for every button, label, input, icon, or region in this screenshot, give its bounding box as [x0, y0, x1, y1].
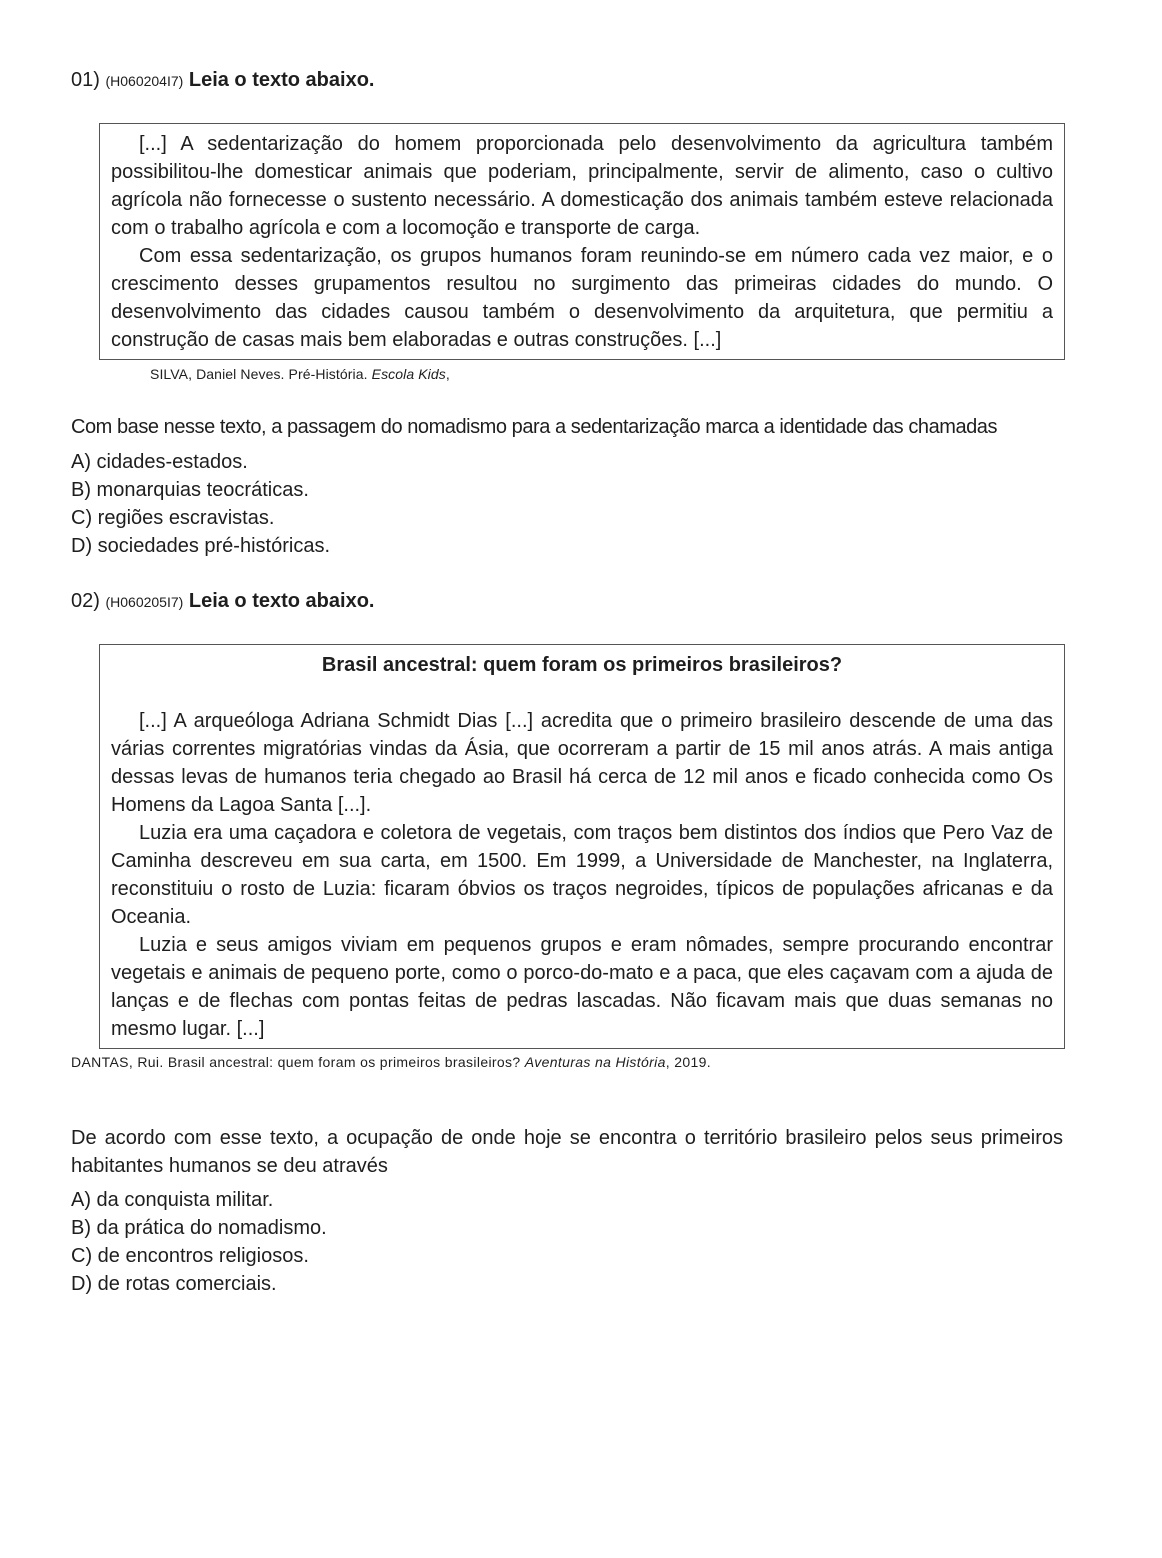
text-box-paragraph: [...] A sedentarização do homem proporcionada pelo desenvolvimento da agricultura também possibilitou-lhe domesticar animais que poderiam, principalmente, servir de alimento, caso o cultivo agrícola não fornecesse o sustento necessário. A domesticação dos animais também esteve relacionada com o trabalho agrícola e com a locomoção e transporte de carga. [111, 133, 1053, 239]
question-2-code: (H060205I7) [105, 594, 184, 610]
question-2-citation [71, 1053, 711, 1071]
question-2-text-box [99, 644, 1065, 1049]
citation-text: DANTAS, Rui. Brasil ancestral: quem foram os primeiros brasileiros? [71, 1054, 525, 1070]
question-1-header [71, 68, 374, 93]
text-box-paragraph: [...] A arqueóloga Adriana Schmidt Dias [...] acredita que o primeiro brasileiro descende de uma das várias correntes migratórias vindas da Ásia, que ocorreram a partir de 15 mil anos atrás. A mais antiga dessas levas de humanos teria chegado ao Brasil há cerca de 12 mil anos e ficado conhecida como Os Homens da Lagoa Santa [...]. [111, 710, 1053, 816]
question-1-instruction: Leia o texto abaixo. [188, 69, 375, 91]
option-d[interactable]: D) de rotas comerciais. [71, 1273, 277, 1295]
question-1-stem: Com base nesse texto, a passagem do nomadismo para a sedentarização marca a identidade das chamadas [71, 416, 998, 438]
question-2-instruction: Leia o texto abaixo. [188, 590, 375, 612]
citation-text: SILVA, Daniel Neves. Pré-História. [150, 366, 372, 382]
text-box-paragraph: Luzia era uma caçadora e coletora de vegetais, com traços bem distintos dos índios que Pero Vaz de Caminha descreveu em sua carta, em 1500. Em 1999, a Universidade de Manchester, na Inglaterra, reconstituiu o rosto de Luzia: ficaram óbvios os traços negroides, típicos de populações africanas e da Oceania. [111, 822, 1053, 928]
question-1-code: (H060204I7) [105, 73, 184, 89]
question-2-number: 02) [71, 590, 100, 612]
text-box-paragraph: Com essa sedentarização, os grupos humanos foram reunindo-se em número cada vez maior, e o crescimento desses grupamentos resultou no surgimento das primeiras cidades do mundo. O desenvolvimento das cidades causou também o desenvolvimento da arquitetura, que permitiu a construção de casas mais bem elaboradas e outras construções. [...] [111, 245, 1053, 351]
question-1-citation [150, 365, 450, 383]
citation-suffix: , 2019. [665, 1054, 712, 1070]
citation-source: Escola Kids [371, 366, 446, 382]
option-c[interactable]: C) regiões escravistas. [71, 507, 275, 529]
citation-source: Aventuras na História [524, 1054, 666, 1070]
question-1-text-box [99, 123, 1065, 360]
text-box-title: Brasil ancestral: quem foram os primeiros brasileiros? [321, 654, 843, 676]
question-2-stem: De acordo com esse texto, a ocupação de onde hoje se encontra o território brasileiro pelos seus primeiros habitantes humanos se deu através [71, 1127, 1063, 1177]
option-d[interactable]: D) sociedades pré-históricas. [71, 535, 330, 557]
option-c[interactable]: C) de encontros religiosos. [71, 1245, 309, 1267]
option-b[interactable]: B) da prática do nomadismo. [71, 1217, 327, 1239]
option-a[interactable]: A) cidades-estados. [71, 451, 248, 473]
question-2-header [71, 589, 374, 614]
question-2-options [71, 1186, 327, 1298]
question-1-options [71, 448, 330, 560]
option-a[interactable]: A) da conquista militar. [71, 1189, 274, 1211]
question-1-number: 01) [71, 69, 100, 91]
text-box-paragraph: Luzia e seus amigos viviam em pequenos grupos e eram nômades, sempre procurando encontrar vegetais e animais de pequeno porte, como o porco-do-mato e a paca, que eles caçavam com a ajuda de lanças e de flechas com pontas feitas de pedras lascadas. Não ficavam mais que duas semanas no mesmo lugar. [...] [111, 934, 1053, 1040]
option-b[interactable]: B) monarquias teocráticas. [71, 479, 309, 501]
citation-suffix: , [445, 366, 450, 382]
